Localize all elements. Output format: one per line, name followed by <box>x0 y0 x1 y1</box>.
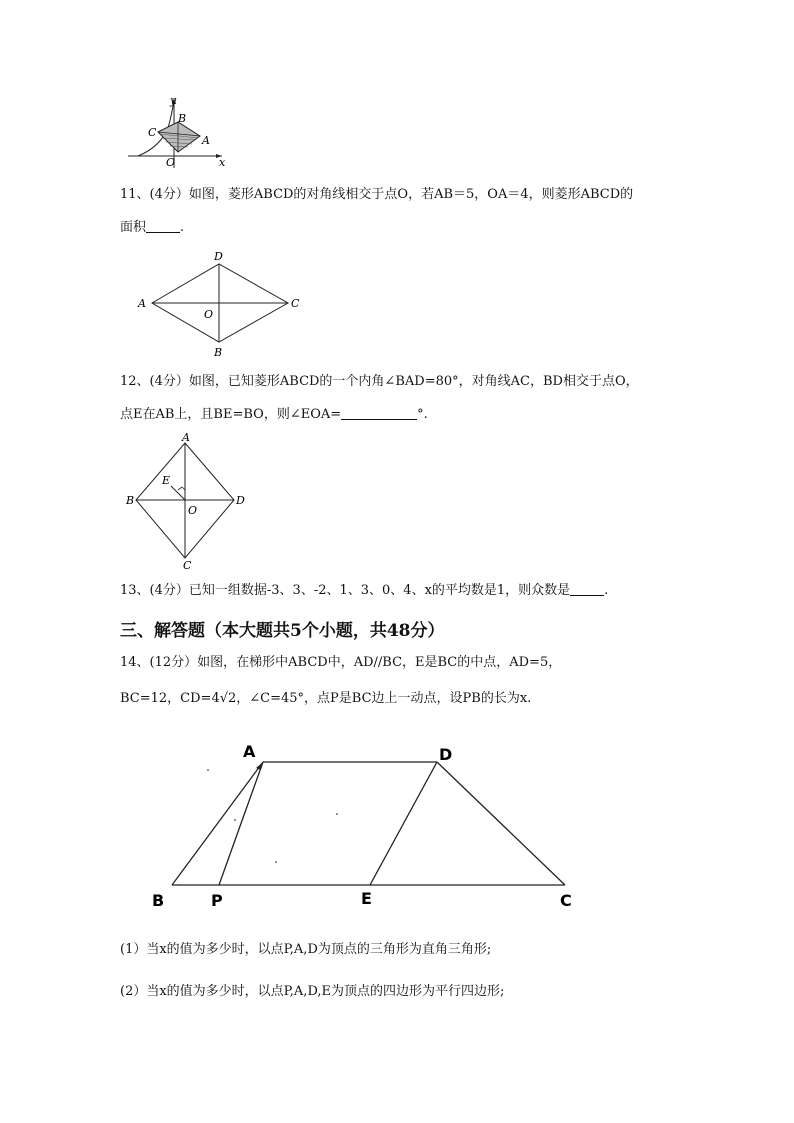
q14-sub2: (2）当x的值为多少时，以点P,A,D,E为顶点的四边形为平行四边形; <box>120 984 505 999</box>
q11-line2 <box>120 218 184 237</box>
figure-q12-rhombus <box>122 430 252 570</box>
q12-line2 <box>120 405 428 424</box>
figure-q14-trapezoid <box>145 738 595 918</box>
q12-label-d: D <box>236 494 245 507</box>
fig10-a-label: A <box>202 134 210 147</box>
q13-suffix: . <box>604 583 609 598</box>
q12-label-b: B <box>126 494 135 507</box>
q11-label-a: A <box>138 297 146 310</box>
q13-line <box>120 581 608 600</box>
fig10-o-label: O <box>166 156 176 169</box>
fig10-x-label: x <box>219 156 226 169</box>
q11-line2-suffix: . <box>180 220 185 235</box>
q12-line2-prefix: 点E在AB上，且BE=BO，则∠EOA= <box>120 407 342 422</box>
q11-line1: 11、(4分）如图，菱形ABCD的对角线相交于点O，若AB＝5，OA＝4，则菱形ABCD的 <box>120 187 634 202</box>
q13-prefix: 13、(4分）已知一组数据-3、3、-2、1、3、0、4、x的平均数是1，则众数是 <box>120 583 571 598</box>
q12-label-a: A <box>182 431 190 444</box>
q13-answer-blank[interactable] <box>570 581 604 596</box>
q14-line2: BC=12，CD=4√2，∠C=45°，点P是BC边上一动点，设PB的长为x. <box>120 691 532 706</box>
fig10-c-label: C <box>148 126 157 139</box>
q12-label-e: E <box>162 474 171 487</box>
q14-label-b: B <box>152 891 165 910</box>
q14-line1: 14、(12分）如图，在梯形中ABCD中，AD//BC，E是BC的中点，AD=5， <box>120 655 562 670</box>
q14-label-d: D <box>439 745 453 764</box>
q11-line2-prefix: 面积 <box>120 220 147 235</box>
q11-label-c: C <box>291 297 300 310</box>
q14-label-e: E <box>361 889 372 908</box>
q11-label-d: D <box>214 250 223 263</box>
q11-label-b: B <box>214 346 223 359</box>
q14-label-a: A <box>243 742 256 761</box>
section-3-title: 三、解答题（本大题共5个小题，共48分） <box>120 621 445 641</box>
q14-sub1: (1）当x的值为多少时，以点P,A,D为顶点的三角形为直角三角形; <box>120 942 492 957</box>
q11-label-o: O <box>204 308 214 321</box>
q14-label-c: C <box>560 891 572 910</box>
fig10-b-label: B <box>178 112 187 125</box>
figure-q10-graph <box>120 92 230 170</box>
q11-answer-blank[interactable] <box>146 218 180 233</box>
q12-label-c: C <box>183 559 192 570</box>
q12-line1: 12、(4分）如图，已知菱形ABCD的一个内角∠BAD=80°，对角线AC，BD相交于点O， <box>120 374 639 389</box>
q12-line2-suffix: °. <box>417 407 428 422</box>
fig10-y-label: y <box>170 94 177 107</box>
q14-label-p: P <box>211 891 223 910</box>
q12-label-o: O <box>188 504 198 517</box>
figure-q11-rhombus <box>130 245 310 363</box>
q12-answer-blank[interactable] <box>341 405 417 420</box>
